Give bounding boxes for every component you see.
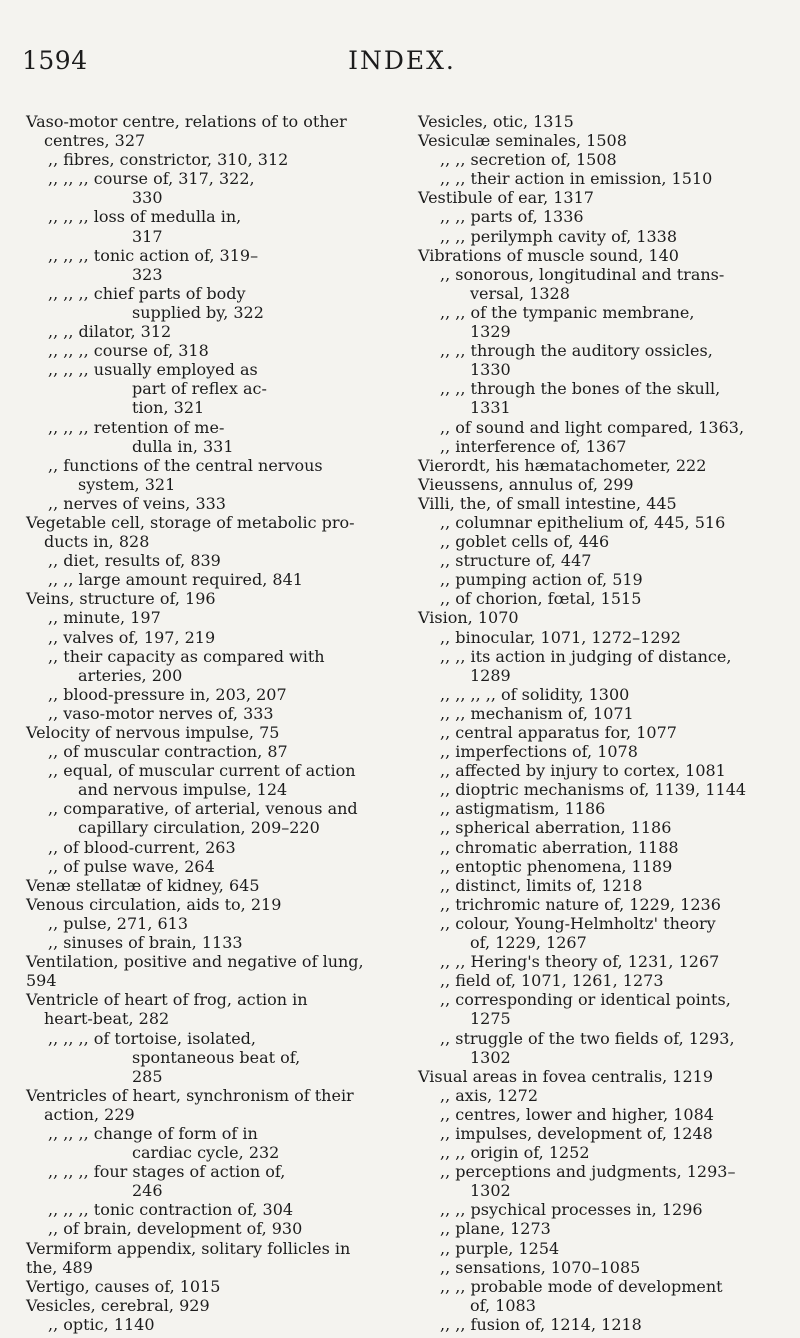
index-entry-text: ,, ,, ,, usually employed as <box>48 360 258 380</box>
index-entry-text: ,, ,, ,, four stages of action of, <box>48 1162 286 1182</box>
index-entry <box>418 1277 788 1315</box>
index-entry-text: ,, binocular, 1071, 1272–1292 <box>440 627 681 647</box>
index-entry <box>418 437 788 456</box>
index-entry-text: ,, axis, 1272 <box>440 1085 539 1105</box>
index-entry-text: ,, astigmatism, 1186 <box>440 799 606 819</box>
index-entry-text: ,, centres, lower and higher, 1084 <box>440 1104 714 1124</box>
index-entry-text: Vesiculæ seminales, 1508 <box>418 131 627 151</box>
index-entry-text: ,, plane, 1273 <box>440 1219 551 1239</box>
index-entry <box>418 456 788 475</box>
index-entry-continuation: of, 1083 <box>470 1295 536 1315</box>
index-entry-text: ,, ,, ,, retention of me- <box>48 417 225 437</box>
index-entry <box>418 914 788 952</box>
index-entry-text: Vaso-motor centre, relations of to other <box>26 112 347 131</box>
index-entry-text: Vegetable cell, storage of metabolic pro- <box>26 512 355 532</box>
index-entry <box>418 1200 788 1219</box>
index-entry <box>418 1029 788 1067</box>
index-entry <box>418 1219 788 1238</box>
index-entry-continuation: 323 <box>132 264 163 284</box>
index-entry-continuation: supplied by, 322 <box>132 302 264 322</box>
page-title: INDEX. <box>348 46 456 75</box>
index-entry-text: ,, nerves of veins, 333 <box>48 493 226 513</box>
index-entry <box>26 150 412 169</box>
index-entry-continuation: 594 <box>26 971 57 991</box>
page-number: 1594 <box>22 46 88 75</box>
index-entry-text: ,, ,, ,, of tortoise, isolated, <box>48 1028 256 1048</box>
index-entry <box>418 647 788 685</box>
index-entry <box>418 169 788 188</box>
index-entry <box>418 227 788 246</box>
index-entry-text: ,, goblet cells of, 446 <box>440 532 610 552</box>
index-entry <box>26 456 412 494</box>
index-entry-text: Vesicles, otic, 1315 <box>418 112 574 131</box>
index-entry <box>418 1086 788 1105</box>
index-entry <box>418 742 788 761</box>
index-entry-text: Ventilation, positive and negative of lung, <box>26 952 364 972</box>
index-entry-continuation: 246 <box>132 1181 163 1201</box>
index-entry-text: Vision, 1070 <box>418 608 519 628</box>
index-entry <box>418 876 788 895</box>
index-entry <box>26 494 412 513</box>
index-entry-text: ,, their capacity as compared with <box>48 646 325 666</box>
index-entry-continuation: and nervous impulse, 124 <box>78 780 288 800</box>
index-entry-text: ,, pulse, 271, 613 <box>48 913 189 933</box>
index-entry <box>418 990 788 1028</box>
index-entry-continuation: of, 1229, 1267 <box>470 933 587 953</box>
index-entry-text: ,, ,, ,, course of, 318 <box>48 341 209 361</box>
index-entry <box>26 1296 412 1315</box>
index-entry <box>26 112 412 150</box>
index-entry-text: ,, chromatic aberration, 1188 <box>440 837 679 857</box>
index-entry-continuation: 1275 <box>470 1009 511 1029</box>
index-entry-text: ,, ,, their action in emission, 1510 <box>440 169 713 189</box>
index-entry-text: ,, functions of the central nervous <box>48 455 323 475</box>
index-entry-text: Vestibule of ear, 1317 <box>418 188 594 208</box>
index-entry <box>26 914 412 933</box>
index-entry <box>26 418 412 456</box>
index-entry <box>418 513 788 532</box>
index-entry <box>26 1086 412 1124</box>
index-entry-text: Ventricle of heart of frog, action in <box>26 990 308 1010</box>
index-entry-text: ,, of muscular contraction, 87 <box>48 742 288 762</box>
index-entry-text: ,, corresponding or identical points, <box>440 990 731 1010</box>
index-entry <box>418 971 788 990</box>
index-entry-text: ,, trichromic nature of, 1229, 1236 <box>440 894 721 914</box>
index-entry-text: Vierordt, his hæmatachometer, 222 <box>418 455 707 475</box>
index-entry <box>26 570 412 589</box>
index-entry <box>26 647 412 685</box>
index-entry <box>418 838 788 857</box>
index-entry <box>26 761 412 799</box>
index-entry-text: ,, central apparatus for, 1077 <box>440 723 677 742</box>
index-entry-text: ,, ,, its action in judging of distance, <box>440 646 732 666</box>
index-entry-text: ,, ,, parts of, 1336 <box>440 207 584 227</box>
index-entry <box>26 704 412 723</box>
index-entry <box>418 1239 788 1258</box>
index-entry-continuation: 285 <box>132 1066 163 1086</box>
index-entry <box>26 1239 412 1277</box>
index-entry-text: ,, ,, Hering's theory of, 1231, 1267 <box>440 952 720 972</box>
index-entry <box>26 723 412 742</box>
index-entry-continuation: centres, 327 <box>44 131 146 151</box>
index-entry-text: ,, ,, through the bones of the skull, <box>440 379 721 399</box>
index-entry <box>418 1258 788 1277</box>
index-entry <box>418 341 788 379</box>
index-entry <box>26 246 412 284</box>
index-entry <box>418 570 788 589</box>
index-entry <box>418 761 788 780</box>
index-entry-continuation: 1289 <box>470 665 511 685</box>
index-entry-text: ,, ,, perilymph cavity of, 1338 <box>440 226 678 246</box>
index-entry-text: Vieussens, annulus of, 299 <box>418 474 634 494</box>
index-entry-text: Vermiform appendix, solitary follicles in <box>26 1238 351 1258</box>
index-entry-continuation: the, 489 <box>26 1257 93 1277</box>
index-entry-text: ,, imperfections of, 1078 <box>440 742 638 762</box>
index-entry-text: ,, comparative, of arterial, venous and <box>48 799 358 819</box>
index-entry-text: ,, ,, large amount required, 841 <box>48 570 303 590</box>
index-entry <box>418 418 788 437</box>
index-entry <box>26 608 412 627</box>
index-entry-text: ,, colour, Young-Helmholtz' theory <box>440 913 716 933</box>
index-entry-continuation: part of reflex ac- <box>132 379 267 399</box>
index-entry-text: ,, ,, ,, chief parts of body <box>48 283 246 303</box>
index-entry <box>418 1162 788 1200</box>
index-entry <box>418 532 788 551</box>
index-entry-text: ,, struggle of the two fields of, 1293, <box>440 1028 735 1048</box>
index-entry-text: Vibrations of muscle sound, 140 <box>418 245 679 265</box>
index-entry-text: ,, ,, secretion of, 1508 <box>440 150 617 170</box>
index-entry-text: ,, equal, of muscular current of action <box>48 761 356 781</box>
index-entry-continuation: 1302 <box>470 1047 511 1067</box>
index-entry-text: ,, affected by injury to cortex, 1081 <box>440 761 726 781</box>
index-entry-text: ,, sinuses of brain, 1133 <box>48 933 243 953</box>
index-entry <box>26 685 412 704</box>
index-entry <box>26 628 412 647</box>
page-header <box>22 46 782 86</box>
index-entry-continuation: 330 <box>132 188 163 208</box>
index-entry <box>26 551 412 570</box>
index-entry-text: ,, diet, results of, 839 <box>48 551 221 571</box>
index-entry <box>418 265 788 303</box>
index-entry-text: Venæ stellatæ of kidney, 645 <box>26 875 260 895</box>
index-entry <box>26 1219 412 1238</box>
index-entry-text: ,, ,, ,, tonic contraction of, 304 <box>48 1200 294 1220</box>
index-entry <box>26 322 412 341</box>
index-entry-text: ,, of blood-current, 263 <box>48 837 236 857</box>
index-entry-text: ,, vaso-motor nerves of, 333 <box>48 703 274 723</box>
index-entry-continuation: heart-beat, 282 <box>44 1009 170 1029</box>
index-entry <box>26 207 412 245</box>
index-entry-text: ,, entoptic phenomena, 1189 <box>440 856 673 876</box>
index-entry-text: ,, of chorion, fœtal, 1515 <box>440 589 642 609</box>
index-entry <box>26 341 412 360</box>
index-entry-continuation: 1331 <box>470 398 511 418</box>
index-entry <box>418 188 788 207</box>
index-entry-continuation: spontaneous beat of, <box>132 1047 301 1067</box>
index-entry-text: ,, of brain, development of, 930 <box>48 1219 303 1239</box>
index-entry <box>26 1315 412 1334</box>
index-entry-text: Veins, structure of, 196 <box>26 589 216 609</box>
index-entry-text: ,, ,, of the tympanic membrane, <box>440 302 695 322</box>
index-entry-text: ,, interference of, 1367 <box>440 436 627 456</box>
index-entry <box>26 742 412 761</box>
index-entry-text: ,, ,, psychical processes in, 1296 <box>440 1200 703 1220</box>
index-entry <box>418 112 788 131</box>
index-entry <box>418 780 788 799</box>
index-entry-continuation: 1330 <box>470 360 511 380</box>
index-entry-text: ,, ,, through the auditory ossicles, <box>440 341 713 361</box>
index-entry <box>418 207 788 226</box>
index-entry <box>26 1124 412 1162</box>
index-entry-text: ,, ,, origin of, 1252 <box>440 1143 590 1163</box>
index-entry <box>26 952 412 990</box>
index-entry-text: ,, impulses, development of, 1248 <box>440 1123 713 1143</box>
index-entry-text: ,, ,, ,, ,, of solidity, 1300 <box>440 684 630 704</box>
index-entry-text: ,, distinct, limits of, 1218 <box>440 875 643 895</box>
index-entry <box>26 990 412 1028</box>
index-entry-text: Vesicles, cerebral, 929 <box>26 1295 210 1315</box>
index-entry-text: Vertigo, causes of, 1015 <box>26 1276 221 1296</box>
index-entry-continuation: capillary circulation, 209–220 <box>78 818 320 838</box>
index-entry <box>418 704 788 723</box>
index-entry <box>26 857 412 876</box>
index-entry-continuation: 1329 <box>470 322 511 342</box>
index-entry <box>26 1200 412 1219</box>
index-entry-text: ,, spherical aberration, 1186 <box>440 818 672 838</box>
index-entry <box>26 360 412 417</box>
index-entry <box>26 1162 412 1200</box>
index-entry-continuation: arteries, 200 <box>78 665 183 685</box>
index-entry <box>26 513 412 551</box>
index-entry-text: ,, minute, 197 <box>48 608 161 628</box>
index-entry <box>26 895 412 914</box>
index-entry <box>418 1105 788 1124</box>
index-entry-text: ,, purple, 1254 <box>440 1238 560 1258</box>
index-entry <box>418 628 788 647</box>
left-index-column <box>26 112 412 1334</box>
index-entry <box>418 895 788 914</box>
index-entry <box>418 131 788 150</box>
index-entry <box>26 933 412 952</box>
index-entry-continuation: system, 321 <box>78 474 176 494</box>
index-entry-text: ,, ,, ,, course of, 317, 322, <box>48 169 255 189</box>
index-entry-text: Venous circulation, aids to, 219 <box>26 894 282 914</box>
index-entry <box>418 818 788 837</box>
index-entry <box>418 150 788 169</box>
index-entry <box>26 589 412 608</box>
index-entry-text: Villi, the, of small intestine, 445 <box>418 493 677 513</box>
index-entry <box>418 1067 788 1086</box>
index-entry <box>418 952 788 971</box>
index-entry-text: Ventricles of heart, synchronism of their <box>26 1085 354 1105</box>
index-entry-text: ,, perceptions and judgments, 1293– <box>440 1162 736 1182</box>
index-entry-continuation: action, 229 <box>44 1104 135 1124</box>
index-entry <box>26 838 412 857</box>
index-entry <box>418 799 788 818</box>
index-entry-text: Velocity of nervous impulse, 75 <box>26 723 280 742</box>
index-entry-text: ,, dioptric mechanisms of, 1139, 1144 <box>440 780 747 800</box>
right-index-column <box>418 112 788 1334</box>
index-entry-continuation: ducts in, 828 <box>44 532 150 552</box>
index-entry-text: ,, ,, ,, loss of medulla in, <box>48 207 242 227</box>
index-entry-continuation: dulla in, 331 <box>132 436 234 456</box>
index-entry-text: ,, ,, probable mode of development <box>440 1276 723 1296</box>
index-entry-continuation: tion, 321 <box>132 398 205 418</box>
index-entry-continuation: versal, 1328 <box>470 283 570 303</box>
index-entry-text: ,, valves of, 197, 219 <box>48 627 216 647</box>
index-entry-text: ,, sonorous, longitudinal and trans- <box>440 264 725 284</box>
index-entry-text: ,, of pulse wave, 264 <box>48 856 215 876</box>
index-entry <box>26 284 412 322</box>
index-entry <box>418 1124 788 1143</box>
index-entry <box>418 303 788 341</box>
index-entry <box>418 685 788 704</box>
index-entry-text: ,, field of, 1071, 1261, 1273 <box>440 971 664 991</box>
index-entry <box>418 1315 788 1334</box>
index-entry <box>26 169 412 207</box>
index-entry <box>418 551 788 570</box>
index-entry <box>418 379 788 417</box>
index-entry-text: ,, sensations, 1070–1085 <box>440 1257 641 1277</box>
index-entry-text: ,, pumping action of, 519 <box>440 570 643 590</box>
index-entry-continuation: 1302 <box>470 1181 511 1201</box>
index-entry-text: ,, columnar epithelium of, 445, 516 <box>440 512 726 532</box>
index-entry <box>26 799 412 837</box>
index-entry-text: ,, ,, ,, tonic action of, 319– <box>48 245 259 265</box>
index-entry <box>418 494 788 513</box>
index-entry-text: ,, of sound and light compared, 1363, <box>440 417 745 437</box>
index-entry-continuation: 317 <box>132 226 163 246</box>
index-entry-text: ,, ,, fusion of, 1214, 1218 <box>440 1314 642 1334</box>
index-entry <box>418 857 788 876</box>
index-entry-text: ,, ,, mechanism of, 1071 <box>440 703 634 723</box>
index-entry-text: ,, ,, dilator, 312 <box>48 322 172 342</box>
index-entry-text: ,, blood-pressure in, 203, 207 <box>48 684 287 704</box>
index-entry-text: ,, structure of, 447 <box>440 551 592 571</box>
index-entry-text: ,, optic, 1140 <box>48 1314 155 1334</box>
index-entry <box>26 1029 412 1086</box>
index-entry <box>418 475 788 494</box>
index-entry <box>418 608 788 627</box>
index-entry-continuation: cardiac cycle, 232 <box>132 1143 280 1163</box>
index-entry <box>26 1277 412 1296</box>
index-entry <box>26 876 412 895</box>
index-entry <box>418 1143 788 1162</box>
index-entry <box>418 723 788 742</box>
index-entry-text: Visual areas in fovea centralis, 1219 <box>418 1066 714 1086</box>
index-entry-text: ,, ,, ,, change of form of in <box>48 1123 258 1143</box>
index-entry <box>418 246 788 265</box>
index-entry <box>418 589 788 608</box>
index-entry-text: ,, fibres, constrictor, 310, 312 <box>48 150 289 170</box>
